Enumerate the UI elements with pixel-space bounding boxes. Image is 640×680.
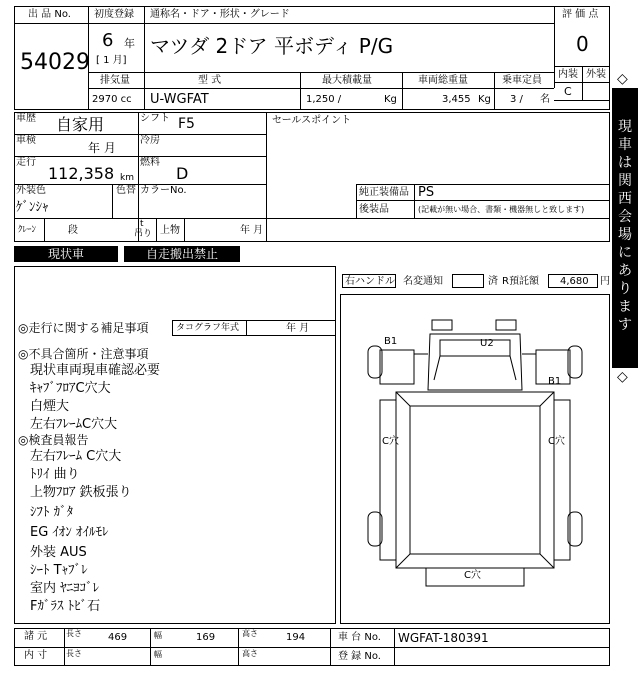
length-label: 長さ: [66, 629, 82, 638]
tachograph-label: タコグラフ年式: [176, 323, 240, 333]
equipment-value: PS: [418, 185, 435, 200]
upper-value: 年 月: [240, 225, 264, 236]
recycle-value: 4,680: [560, 276, 589, 287]
divider: [330, 628, 331, 666]
name-label: 通称名・ドア・形状・グレード: [150, 9, 290, 20]
defect-item: 左右ﾌﾚｰﾑC穴大: [30, 417, 118, 432]
dims-label: 諸 元: [24, 631, 48, 642]
inspector-item: 左右ﾌﾚｰﾑ C穴大: [30, 449, 122, 464]
divider: [402, 72, 403, 110]
crane-value: 段: [68, 225, 78, 236]
current-car-badge: 現状車: [14, 246, 118, 262]
divider: [184, 218, 185, 242]
divider: [582, 66, 583, 100]
inspector-item: ｼｰﾄ Tｬﾌﾞﾚ: [30, 563, 88, 578]
name-change-label: 名変通知: [403, 276, 443, 287]
score-value: 0: [576, 32, 589, 56]
history-value: 自家用: [56, 115, 105, 134]
height-label: 高さ: [242, 629, 258, 638]
capacity-unit: 名: [540, 94, 550, 105]
divider: [300, 72, 301, 110]
gross-weight-label: 車両総重量: [418, 75, 468, 86]
reg-label: 登 録 No.: [338, 651, 381, 662]
height-label-inner: 高さ: [242, 649, 258, 658]
divider: [554, 100, 610, 101]
length-label-inner: 長さ: [66, 649, 82, 658]
defect-item: ｷｬﾌﾞﾌﾛｱC穴大: [30, 381, 111, 396]
model-value: U-WGFAT: [150, 92, 209, 107]
ac-label: 冷房: [140, 135, 160, 146]
capacity-value: 3 /: [510, 94, 523, 105]
divider: [414, 184, 415, 218]
inspector-item: ﾄﾘｲ 曲り: [30, 467, 80, 482]
equipment-label: 純正装備品: [359, 187, 409, 198]
divider: [356, 200, 610, 201]
ext-color-value: ｹﾞﾝｼｬ: [16, 200, 49, 215]
defect-item: 現状車両現車確認必要: [30, 363, 161, 378]
side-diamond-top: ◇: [617, 71, 628, 87]
damage-mark-c-right: C穴: [548, 436, 565, 447]
inspector-item: 室内 ﾔﾆﾖｺﾞﾚ: [30, 581, 100, 596]
displacement-value: 2970 cc: [92, 94, 132, 105]
divider: [156, 218, 157, 242]
self-drive-badge: 自走搬出禁止: [124, 246, 240, 262]
crane-ton: t: [140, 219, 144, 229]
mileage-unit: km: [120, 173, 134, 183]
upper-label: 上物: [160, 225, 180, 236]
first-reg-label: 初度登録: [94, 9, 134, 20]
sales-point-label: セールスポイント: [272, 115, 352, 126]
divider: [138, 112, 139, 242]
chassis-value: WGFAT-180391: [398, 631, 489, 645]
crane-label: ｸﾚｰﾝ: [18, 225, 37, 235]
width-label-inner: 幅: [154, 650, 162, 659]
recycle-label: R預託額: [502, 276, 539, 287]
interior-value: C: [564, 85, 572, 98]
divider: [246, 320, 247, 336]
recycle-prefix: 済: [488, 276, 498, 287]
max-load-label: 最大積載量: [322, 75, 372, 86]
divider: [88, 88, 554, 89]
recycle-unit: 円: [600, 276, 610, 287]
ext-color-label: 外装色: [16, 185, 46, 196]
driving-heading: ◎走行に関する補足事項: [18, 321, 149, 335]
inspector-item: 上物ﾌﾛｱ 鉄板張り: [30, 485, 132, 500]
divider: [356, 184, 610, 185]
divider: [356, 184, 357, 218]
lot-label: 出 品 No.: [28, 9, 71, 20]
divider: [64, 628, 65, 666]
gross-weight-value: 3,455: [442, 94, 471, 105]
damage-mark-b1-right: B1: [548, 376, 562, 387]
side-diamond-bottom: ◇: [617, 369, 628, 385]
max-load-value: 1,250 /: [306, 94, 342, 105]
reg-year-unit: 年: [124, 37, 135, 50]
damage-mark-u2: U2: [480, 338, 494, 349]
divider: [238, 628, 239, 666]
displacement-label: 排気量: [100, 75, 130, 86]
capacity-label: 乗車定員: [502, 75, 542, 86]
width-label: 幅: [154, 631, 162, 640]
gross-weight-unit: Kg: [478, 94, 491, 105]
name-change-box: [452, 274, 484, 288]
divider: [494, 72, 495, 110]
fuel-value: D: [176, 164, 189, 183]
car-name: マツダ 2ドア 平ボディ P/G: [150, 34, 394, 58]
reg-month: [ 1 月]: [96, 55, 127, 66]
inspector-item: ｼﾌﾄ ｶﾞﾀ: [30, 505, 74, 520]
length-value: 469: [108, 632, 128, 643]
height-value: 194: [286, 632, 306, 643]
divider: [14, 23, 88, 24]
interior-label: 内装: [558, 69, 578, 80]
shift-value: F5: [178, 116, 195, 132]
side-banner: [612, 88, 638, 368]
divider: [88, 72, 554, 73]
reg-year: 6: [102, 30, 114, 51]
aftermarket-note: (記載が無い場合、書類・機器無しと致します): [418, 205, 585, 214]
divider: [44, 218, 45, 242]
width-value: 169: [196, 632, 216, 643]
inspector-heading: ◎検査員報告: [18, 433, 89, 447]
inspector-item: EG ｲｵﾝ ｵｲﾙﾓﾚ: [30, 525, 109, 540]
divider: [144, 6, 145, 72]
max-load-unit: Kg: [384, 94, 397, 105]
color-no-label: 色替: [116, 185, 136, 196]
divider: [554, 6, 555, 88]
divider: [88, 23, 554, 24]
divider: [554, 82, 610, 83]
divider: [112, 184, 113, 218]
tachograph-value: 年 月: [286, 323, 310, 334]
damage-mark-c-left: C穴: [382, 436, 399, 447]
side-banner-text: 現車は関西会場にあります: [618, 119, 632, 333]
damage-mark-b1-left: B1: [384, 336, 398, 347]
truck-diagram: [340, 294, 610, 624]
inner-label: 内 寸: [24, 650, 48, 661]
color-code-label: カラーNo.: [140, 185, 187, 196]
damage-mark-c-rear: C穴: [464, 570, 481, 581]
history-label: 車歴: [16, 113, 36, 124]
divider: [394, 628, 395, 666]
divider: [150, 628, 151, 666]
defect-item: 白煙大: [30, 399, 70, 414]
score-label: 評 価 点: [562, 9, 599, 20]
right-hand-label: 右ハンドル: [345, 276, 395, 287]
inspection-label: 車検: [16, 135, 36, 146]
inspector-item: 外装 AUS: [30, 545, 87, 560]
inspector-item: Fｶﾞﾗｽ ﾄﾋﾞ石: [30, 599, 101, 614]
lot-number: 54029: [20, 50, 90, 75]
inspection-value: 年 月: [88, 141, 116, 155]
mileage-value: 112,358: [48, 164, 115, 183]
aftermarket-label: 後装品: [359, 204, 389, 215]
chassis-label: 車 台 No.: [338, 632, 381, 643]
model-label: 型 式: [198, 75, 222, 86]
fuel-label: 燃料: [140, 157, 160, 168]
divider: [14, 218, 610, 219]
divider: [266, 112, 267, 242]
exterior-label: 外装: [586, 69, 606, 80]
crane-suspend: 吊り: [134, 229, 153, 239]
divider: [14, 647, 610, 648]
divider: [144, 72, 145, 110]
tachograph-box: [172, 320, 336, 336]
shift-label: シフト: [140, 113, 170, 124]
defects-heading: ◎不具合箇所・注意事項: [18, 347, 149, 361]
mileage-label: 走行: [16, 157, 36, 168]
